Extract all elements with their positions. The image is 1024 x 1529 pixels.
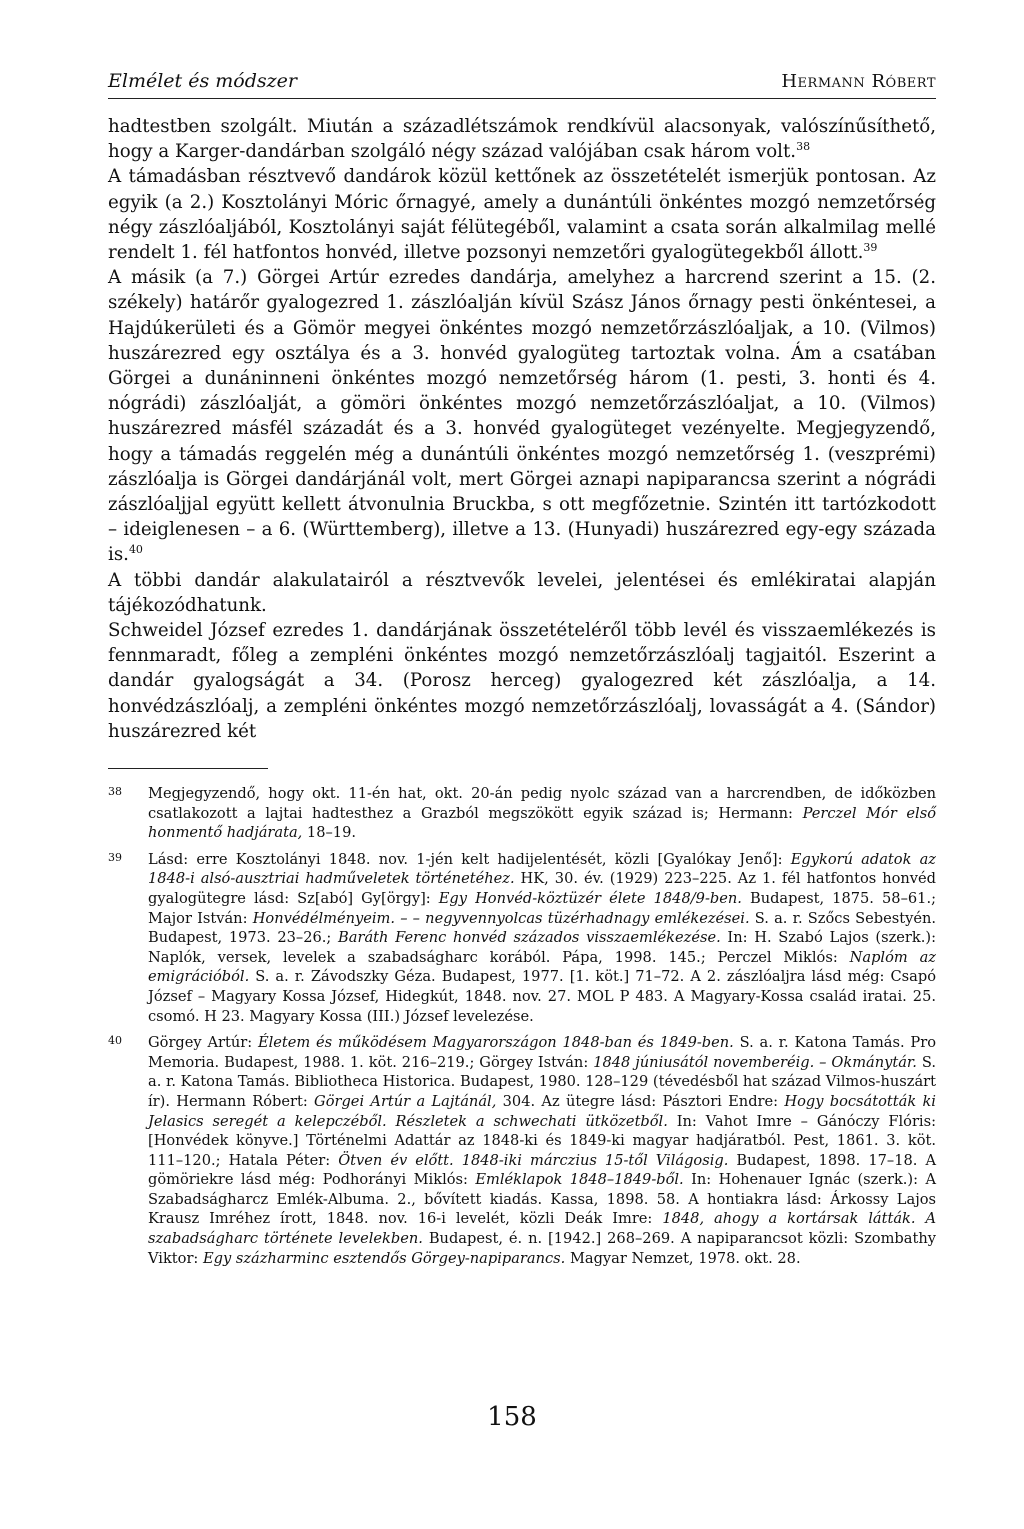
text-run: In: Vahot Imre – Gánóczy Flóris: [Honvédek könyve.] Történelmi Adattár az 1848-ki és 1849-ki magyar hadjáratból. Pest, 1861. 3. köt. 111–120.; Hatala Péter:: [148, 1112, 937, 1169]
text-run: S. a. r. Závodszky Géza. Budapest, 1977. [1. köt.] 71–72. A 2. zászlóaljra lásd még: Csapó József – Magyary Kossa József, Hidegkút, 1848. nov. 27. MOL P 483. A Magyary-Kossa család iratai. 25. csomó. H 23. Magyary Kossa (III.) József levelezése.: [148, 968, 936, 1025]
text-run: In: Hohenauer Ignác (szerk.): A Szabadságharcz Emlék-Albuma. 2., bővített kiadás. Kassa, 1898. 58. A hontiakra lásd: Árkossy Lajos Krausz Imréhez írott, 1848. nov. 16-i levelét, közli Deák Imre:: [148, 1171, 936, 1228]
footnote-38: [108, 784, 936, 843]
footnote-number: 38: [108, 785, 122, 798]
paragraph: [108, 568, 936, 618]
italic-title: Emléklapok 1848–1849-ből.: [475, 1171, 684, 1189]
text-run: HK, 30. év. (1929) 223–225. Az 1. fél hatfontos honvéd gyalogütegre lásd: Sz[abó] Gy[örgy]:: [148, 870, 936, 907]
italic-title: Perczel Mór első honmentő hadjárata,: [148, 804, 936, 842]
italic-title: Egy százharminc esztendős Görgey-napiparancs.: [202, 1249, 566, 1267]
text-run: Budapest, é. n. [1942.] 268–269. A napiparancsot közli: Szombathy Viktor:: [148, 1230, 936, 1267]
author-name: Hermann Róbert: [781, 71, 936, 92]
footnote-40: [108, 1033, 936, 1268]
italic-title: Naplóm az emigrációból.: [148, 948, 936, 986]
text-run: 304. Az ütegre lásd: Pásztori Endre:: [496, 1092, 785, 1110]
text-run: S. a. r. Katona Tamás. Bibliotheca Historica. Budapest, 1980. 128–129 (tévedésből hat század Vilmos-huszárt ír). Hermann Róbert:: [148, 1053, 936, 1110]
footnote-ref: 38: [796, 140, 811, 154]
paragraph: [108, 164, 936, 265]
text-run: S. a. r. Katona Tamás. Pro Memoria. Budapest, 1988. 1. köt. 216–219.; Görgey István:: [148, 1034, 936, 1071]
section-title: Elmélet és módszer: [108, 70, 297, 92]
italic-title: Baráth Ferenc honvéd százados visszaemlékezése.: [338, 929, 721, 947]
text-run: Magyar Nemzet, 1978. okt. 28.: [565, 1249, 801, 1267]
body-text: [108, 114, 936, 744]
text-run: A másik (a 7.) Görgei Artúr ezredes dandárja, amelyhez a harcrend szerint a 15. (2. székely) határőr gyalogezred 1. zászlóalján kívül Szász János őrnagy pesti önkéntesei, a Hajdúkerületi és a Gömör megyei önkéntes mozgó nemzetőrzászlóaljak, a 10. (Vilmos) huszárezred egy osztálya és a 3. honvéd gyalogüteg tartoztak volna. Ám a csatában Görgei a dunáninneni önkéntes mozgó nemzetőrség három (1. pesti, 3. honti és 4. nógrádi) zászlóalját, a gömöri önkéntes mozgó nemzetőrzászlóaljat, a 10. (Vilmos) huszárezred másfél századát és a 3. honvéd gyalogüteget vezényelte. Megjegyzendő, hogy a támadás reggelén még a dunántúli önkéntes mozgó nemzetőrség 1. (veszprémi) zászlóalja is Görgei dandárjánál volt, mert Görgei aznapi napiparancsa szerint a nógrádi zászlóaljjal együtt kellett átvonulnia Bruckba, s ott megfőzetnie. Szintén itt tartózkodott – ideiglenesen – a 6. (Württemberg), illetve a 13. (Hunyadi) huszárezred egy-egy százada is.: [108, 267, 936, 566]
text-run: Schweidel József ezredes 1. dandárjának összetételéről több levél és visszaemlékezés is fennmaradt, főleg a zempléni önkéntes mozgó nemzetőrzászlóalj tagjaitól. Eszerint a dandár gyalogságát a 34. (Porosz herceg) gyalogezred két zászlóalja, a 14. honvédzászlóalj, a zempléni önkéntes mozgó nemzetőrzászlóalj, lovasságát a 4. (Sándor) huszárezred két: [108, 620, 936, 742]
text-run: S. a. r. Szőcs Sebestyén. Budapest, 1973. 23–26.;: [148, 909, 937, 947]
footnote-divider: [108, 768, 268, 769]
italic-title: 1848 júniusától novemberéig. – Okmánytár.: [593, 1053, 917, 1071]
italic-title: Egy Honvéd-köztüzér élete 1848/9-ben.: [438, 889, 742, 907]
page-number: 158: [487, 1402, 537, 1432]
text-run: Lásd: erre Kosztolányi 1848. nov. 1-jén kelt hadijelentését, közli [Gyalókay Jenő]:: [148, 850, 791, 868]
footnote-ref: 39: [863, 240, 878, 254]
text-run: Görgey Artúr:: [148, 1034, 258, 1052]
italic-title: Életem és működésem Magyarországon 1848-ban és 1849-ben.: [257, 1034, 734, 1052]
italic-title: Honvédélményeim. – – negyvennyolcas tüzérhadnagy emlékezései.: [252, 909, 750, 927]
text-run: A többi dandár alakulatairól a résztvevők levelei, jelentései és emlékiratai alapján tájékozódhatunk.: [108, 569, 936, 616]
text-run: Megjegyzendő, hogy okt. 11-én hat, okt. 20-án pedig nyolc század van a harcrendben, de időközben csatlakozott a lajtai hadtesthez a Grazból megszökött egyik század is; Hermann:: [148, 785, 936, 822]
footnote-39: [108, 850, 936, 1026]
italic-title: Görgei Artúr a Lajtánál,: [314, 1092, 497, 1110]
footnote-ref: 40: [128, 543, 143, 557]
paragraph: [108, 618, 936, 744]
text-run: Budapest, 1898. 17–18. A gömöriekre lásd még: Podhorányi Miklós:: [148, 1151, 936, 1189]
text-run: Budapest, 1875. 58–61.; Major István:: [148, 889, 937, 927]
text-run: In: H. Szabó Lajos (szerk.): Naplók, versek, levelek a szabadságharc korából. Pápa, 1998. 145.; Perczel Miklós:: [148, 929, 936, 966]
italic-title: 1848, ahogy a kortársak látták. A szabadságharc története levelekben.: [148, 1210, 936, 1248]
footnote-number: 39: [108, 850, 122, 864]
footnotes: [108, 784, 936, 1275]
italic-title: Ötven év előtt. 1848-iki márczius 15-től Világosig.: [338, 1151, 729, 1169]
italic-title: Hogy bocsátották ki Jelasics seregét a kelepczéből. Részletek a schwechati ütközetből.: [148, 1092, 936, 1130]
running-header: [108, 70, 936, 99]
text-run: hadtestben szolgált. Miután a századlétszámok rendkívül alacsonyak, valószínűsíthető, hogy a Karger-dandárban szolgáló négy század valójában csak három volt.: [108, 116, 936, 163]
footnote-number: 40: [108, 1034, 122, 1048]
text-run: A támadásban résztvevő dandárok közül kettőnek az összetételét ismerjük pontosan. Az egyik (a 2.) Kosztolányi Móric őrnagyé, amely a dunántúli önkéntes mozgó nemzetőrség négy zászlóaljából, Kosztolányi saját félütegéből, valamint a csata során alkalmilag mellé rendelt 1. fél hatfontos honvéd, illetve pozsonyi nemzetőri gyalogütegekből állott.: [108, 166, 936, 264]
italic-title: Egykorú adatok az 1848-i alsó-ausztriai hadműveletek történetéhez.: [148, 850, 936, 888]
paragraph: [108, 114, 936, 164]
paragraph: [108, 265, 936, 567]
text-run: 18–19.: [302, 824, 357, 842]
